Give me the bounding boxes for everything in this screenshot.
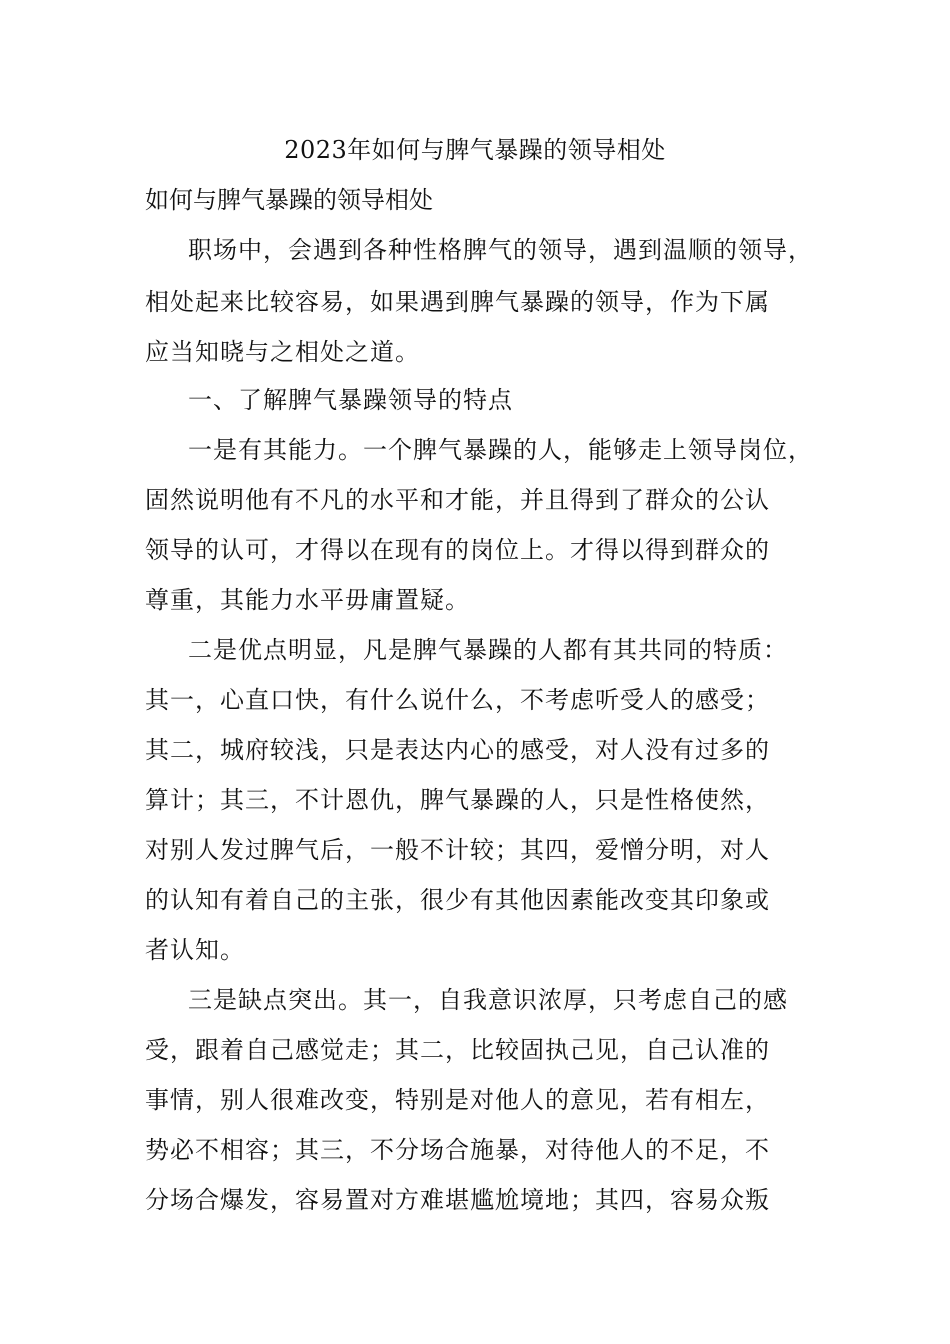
paragraph-line: 的认知有着自己的主张，很少有其他因素能改变其印象或: [145, 886, 770, 914]
paragraph-line: 算计；其三，不计恩仇，脾气暴躁的人，只是性格使然，: [145, 786, 770, 814]
paragraph-line: 应当知晓与之相处之道。: [145, 338, 420, 366]
paragraph-line: 其一，心直口快，有什么说什么，不考虑听受人的感受；: [145, 686, 770, 714]
paragraph-line: 领导的认可，才得以在现有的岗位上。才得以得到群众的: [145, 536, 770, 564]
paragraph-line: 势必不相容；其三，不分场合施暴，对待他人的不足，不: [145, 1136, 770, 1164]
paragraph-line: 事情，别人很难改变，特别是对他人的意见，若有相左，: [145, 1086, 770, 1114]
paragraph-line: 受，跟着自己感觉走；其二，比较固执己见，自己认准的: [145, 1036, 770, 1064]
paragraph-line: 者认知。: [145, 936, 245, 964]
paragraph-line: 固然说明他有不凡的水平和才能，并且得到了群众的公认: [145, 486, 770, 514]
document-title: 2023年如何与脾气暴躁的领导相处: [284, 136, 666, 164]
paragraph-line: 二是优点明显，凡是脾气暴躁的人都有其共同的特质：: [188, 636, 788, 664]
paragraph-line: 对别人发过脾气后，一般不计较；其四，爱憎分明，对人: [145, 836, 770, 864]
paragraph-line: 三是缺点突出。其一，自我意识浓厚，只考虑自己的感: [188, 986, 788, 1014]
paragraph-line: 一是有其能力。一个脾气暴躁的人，能够走上领导岗位，: [188, 436, 813, 464]
paragraph-line: 尊重，其能力水平毋庸置疑。: [145, 586, 470, 614]
section-heading: 一、了解脾气暴躁领导的特点: [188, 386, 513, 414]
paragraph-line: 分场合爆发，容易置对方难堪尴尬境地；其四，容易众叛: [145, 1186, 770, 1214]
paragraph-line: 相处起来比较容易，如果遇到脾气暴躁的领导，作为下属: [145, 288, 770, 316]
paragraph-line: 职场中，会遇到各种性格脾气的领导，遇到温顺的领导，: [188, 236, 813, 264]
paragraph-line: 其二，城府较浅，只是表达内心的感受，对人没有过多的: [145, 736, 770, 764]
document-subtitle: 如何与脾气暴躁的领导相处: [145, 186, 433, 214]
